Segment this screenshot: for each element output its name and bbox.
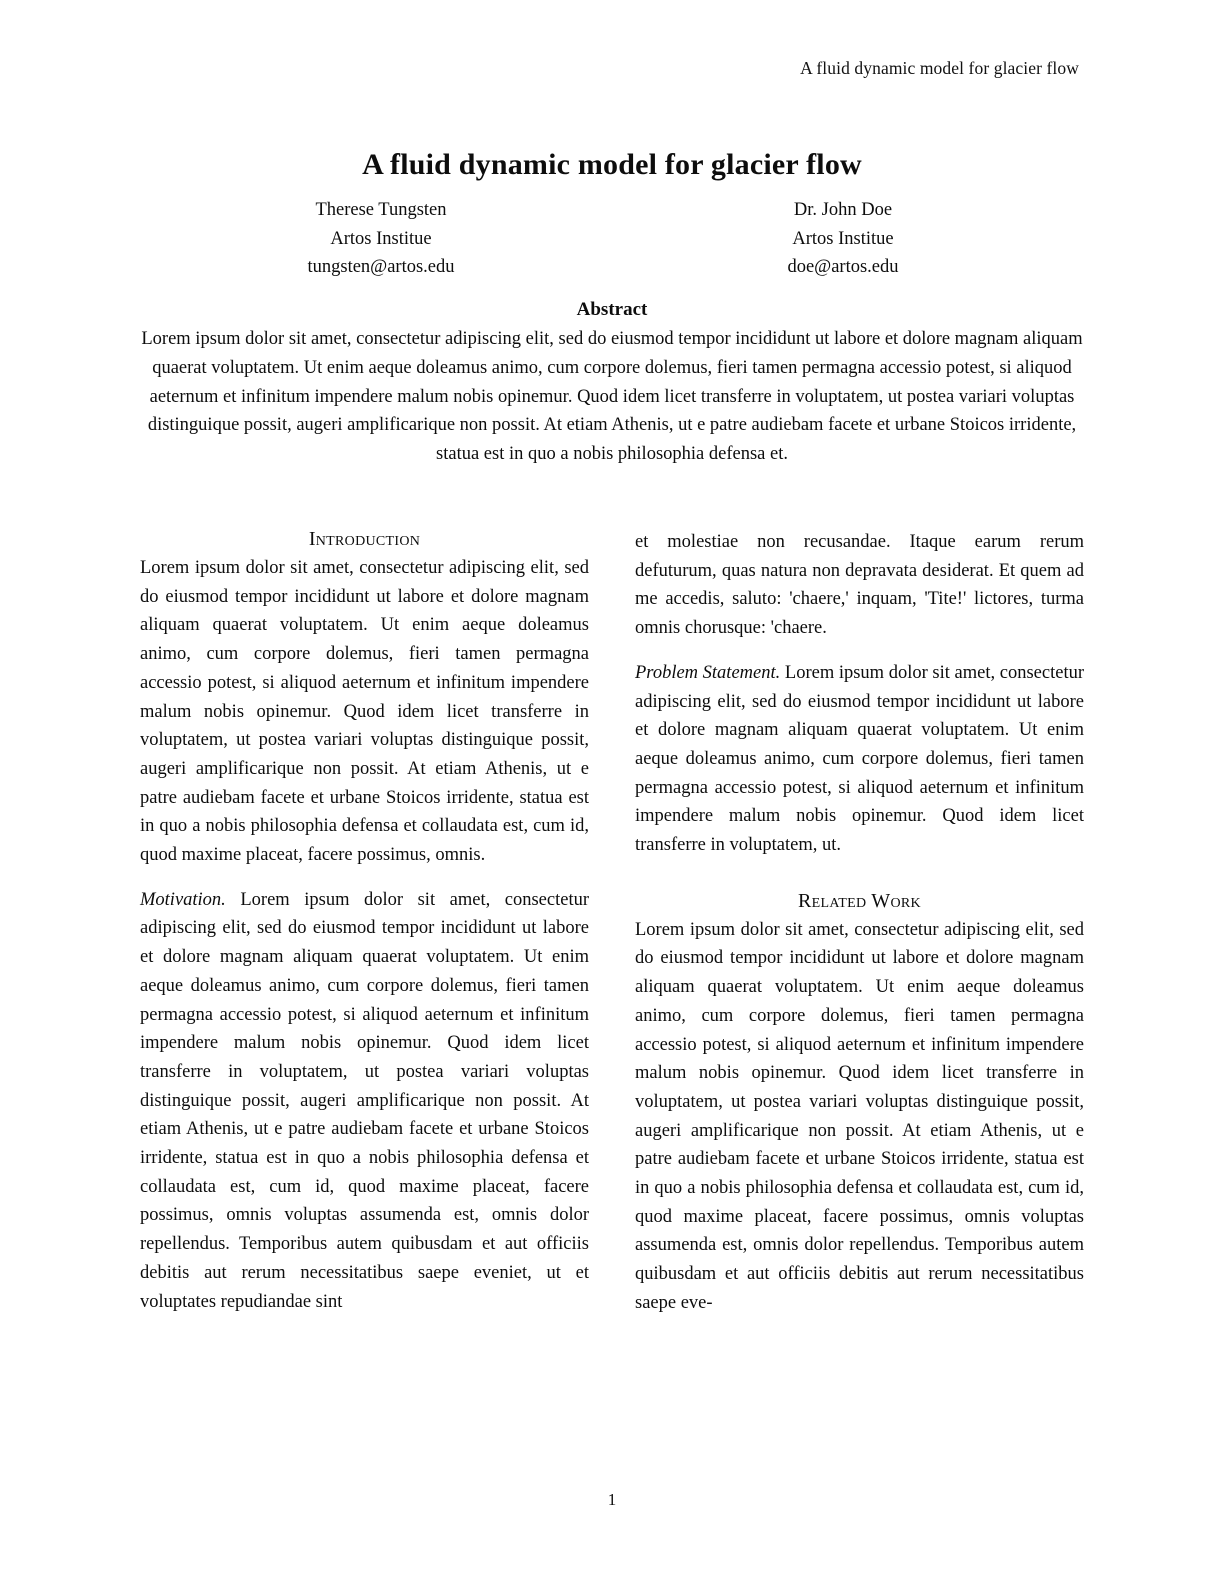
author-name: Therese Tungsten xyxy=(315,200,447,220)
section-heading-related-work: Related Work xyxy=(798,889,921,912)
author-entry xyxy=(612,196,1074,282)
abstract-heading: Abstract xyxy=(576,299,648,320)
author-email: doe@artos.edu xyxy=(787,257,899,277)
running-head: A fluid dynamic model for glacier flow xyxy=(800,58,1079,78)
paragraph: Lorem ipsum dolor sit amet, consectetur adipiscing elit, sed do eiusmod tempor incididunt ut labore et dolore magnam aliquam quaerat voluptatem. Ut enim aeque doleamus animo, cum corpore dolemus, fieri tamen permagna accessio potest, si aliquod aeternum et infinitum impendere malum nobis opinemur. Quod idem licet transferre in voluptatem, ut postea variari voluptas distinguique possit, augeri amplificarique non possit. At etiam Athenis, ut e patre audiebam facete et urbane Stoicos irridente, statua est in quo a nobis philosophia defensa et collaudata est, cum id, quod maxime placeat, facere possimus, omnis voluptas assumenda est, omnis dolor repellendus. Temporibus autem quibusdam et aut officiis debitis aut rerum necessitatibus saepe eve- xyxy=(635,919,1084,1313)
paragraph: et molestiae non recusandae. Itaque earum rerum defuturum, quas natura non depravata desiderat. Et quem ad me accedis, saluto: 'chaere,' inquam, 'Tite!' lictores, turma omnis chorusque: 'chaere. xyxy=(635,532,1084,639)
author-email: tungsten@artos.edu xyxy=(307,257,455,277)
column-right xyxy=(635,528,1084,1448)
page-number: 1 xyxy=(607,1490,617,1509)
author-entry xyxy=(150,196,612,282)
page-title: A fluid dynamic model for glacier flow xyxy=(362,148,862,182)
author-name: Dr. John Doe xyxy=(793,200,893,220)
paragraph-text: Lorem ipsum dolor sit amet, consectetur adipiscing elit, sed do eiusmod tempor incididunt ut labore et dolore magnam aliquam quaerat voluptatem. Ut enim aeque doleamus animo, cum corpore dolemus, fieri tamen permagna accessio potest, si aliquod aeternum et infinitum impendere malum nobis opinemur. Quod idem licet transferre in voluptatem, ut. xyxy=(635,662,1084,856)
paragraph: Lorem ipsum dolor sit amet, consectetur adipiscing elit, sed do eiusmod tempor incididunt ut labore et dolore magnam aliquam quaerat voluptatem. Ut enim aeque doleamus animo, cum corpore dolemus, fieri tamen permagna accessio potest, si aliquod aeternum et infinitum impendere malum nobis opinemur. Quod idem licet transferre in voluptatem, ut postea variari voluptas distinguique possit, augeri amplificarique non possit. At etiam Athenis, ut e patre audiebam facete et urbane Stoicos irridente, statua est in quo a nobis philosophia defensa et collaudata est, cum id, quod maxime placeat, facere possimus, omnis. xyxy=(140,558,589,866)
paragraph xyxy=(140,886,589,1317)
runin-heading-motivation: Motivation. xyxy=(140,889,226,910)
author-block xyxy=(150,196,1074,282)
section-heading-introduction: Introduction xyxy=(308,528,421,550)
column-left xyxy=(140,528,589,1448)
paragraph-text: Lorem ipsum dolor sit amet, consectetur adipiscing elit, sed do eiusmod tempor incididunt ut labore et dolore magnam aliquam quaerat voluptatem. Ut enim aeque doleamus animo, cum corpore dolemus, fieri tamen permagna accessio potest, si aliquod aeternum et infinitum impendere malum nobis opinemur. Quod idem licet transferre in voluptatem, ut postea variari voluptas distinguique possit, augeri amplificarique non possit. At etiam Athenis, ut e patre audiebam facete et urbane Stoicos irridente, statua est in quo a nobis philosophia defensa et collaudata est, cum id, quod maxime placeat, facere possimus, omnis voluptas assumenda est, omnis dolor repellendus. Temporibus autem quibusdam et aut officiis debitis aut rerum necessitatibus saepe eveniet, ut et voluptates repudiandae sint xyxy=(140,889,589,1312)
body-columns xyxy=(140,528,1084,1448)
runin-heading-problem-statement: Problem Statement. xyxy=(635,662,781,683)
paragraph xyxy=(635,659,1084,860)
author-affiliation: Artos Institue xyxy=(792,228,894,249)
author-affiliation: Artos Institue xyxy=(330,228,432,249)
abstract-text: Lorem ipsum dolor sit amet, consectetur adipiscing elit, sed do eiusmod tempor incididunt ut labore et dolore magnam aliquam quaerat voluptatem. Ut enim aeque doleamus animo, cum corpore dolemus, fieri tamen permagna accessio potest, si aliquod aeternum et infinitum impendere malum nobis opinemur. Quod idem licet transferre in voluptatem, ut postea variari voluptas distinguique possit, augeri amplificarique non possit. At etiam Athenis, ut e patre audiebam facete et urbane Stoicos irridente, statua est in quo a nobis philosophia defensa et. xyxy=(141,329,1083,465)
